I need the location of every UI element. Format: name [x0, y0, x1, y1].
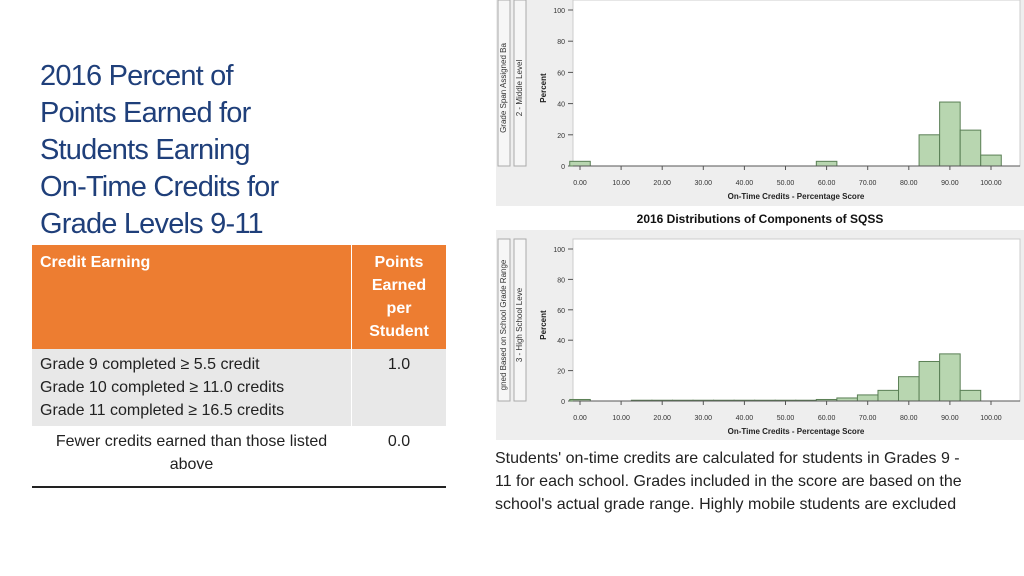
x-tick-label: 40.00: [735, 415, 754, 422]
histogram-bar: [981, 155, 1002, 166]
y-tick-label: 40: [557, 338, 565, 346]
x-tick-label: 70.00: [858, 180, 877, 187]
y-tick-label: 80: [557, 39, 565, 47]
strip-inner-label: 3 - High School Leve: [515, 287, 525, 363]
x-axis-label: On-Time Credits - Percentage Score: [727, 192, 865, 201]
criteria-line: above: [169, 456, 214, 473]
criteria-line: Grade 10 completed ≥ 11.0 credits: [40, 379, 285, 396]
table-row: [32, 426, 446, 487]
middle-level-histogram: [496, 0, 1024, 206]
credit-criteria-cell: [32, 426, 352, 487]
x-tick-label: 100.00: [980, 180, 1002, 187]
x-tick-label: 10.00: [612, 180, 630, 187]
x-tick-label: 90.00: [941, 180, 959, 187]
y-tick-label: 100: [553, 247, 565, 254]
histogram-bar: [940, 354, 961, 401]
high-school-histogram: [496, 230, 1024, 440]
histogram-bar: [878, 390, 899, 401]
header-points: [352, 245, 447, 349]
x-tick-label: 0.00: [573, 415, 587, 422]
header-points-line: Student: [369, 323, 429, 340]
x-tick-label: 20.00: [653, 415, 671, 422]
header-points-line: Earned: [371, 277, 427, 294]
high-school-histogram-panel: [496, 230, 1024, 440]
y-tick-label: 0: [561, 164, 565, 171]
criteria-line: Fewer credits earned than those listed: [55, 433, 328, 450]
y-tick-label: 60: [557, 70, 565, 78]
page-title: [40, 58, 340, 243]
histogram-bar: [899, 377, 920, 401]
criteria-line: Grade 11 completed ≥ 16.5 credits: [40, 402, 285, 419]
histogram-bar: [570, 161, 591, 166]
histogram-bar: [919, 135, 940, 166]
histogram-bar: [816, 161, 837, 166]
histogram-bar: [960, 130, 981, 166]
x-tick-label: 90.00: [941, 415, 959, 422]
histogram-bar: [940, 102, 961, 166]
y-axis-label: Percent: [539, 73, 549, 103]
title-line: 2016 Percent of: [40, 60, 233, 92]
points-cell: 0.0: [352, 426, 447, 487]
title-line: Grade Levels 9-11: [40, 208, 263, 240]
credit-criteria-cell: [32, 349, 352, 426]
middle-level-histogram-panel: [496, 0, 1024, 206]
x-tick-label: 40.00: [735, 180, 754, 187]
x-tick-label: 60.00: [817, 415, 836, 422]
strip-inner-label: 2 - Middle Level: [515, 59, 525, 117]
points-cell: 1.0: [352, 349, 447, 426]
criteria-line: Grade 9 completed ≥ 5.5 credit: [40, 356, 260, 373]
x-tick-label: 30.00: [694, 180, 713, 187]
header-points-line: Points: [374, 254, 424, 271]
strip-outer-label: Grade Span Assigned Ba: [499, 43, 509, 133]
title-line: On-Time Credits for: [40, 171, 279, 203]
x-tick-label: 50.00: [776, 180, 795, 187]
header-credit-earning: Credit Earning: [32, 245, 352, 349]
x-tick-label: 20.00: [653, 180, 671, 187]
x-tick-label: 50.00: [776, 415, 795, 422]
header-points-line: per: [386, 300, 412, 317]
y-axis-label: Percent: [539, 310, 549, 340]
y-tick-label: 0: [561, 399, 565, 406]
x-axis-label: On-Time Credits - Percentage Score: [727, 427, 865, 436]
y-tick-label: 20: [557, 368, 565, 376]
x-tick-label: 100.00: [980, 415, 1002, 422]
title-line: Students Earning: [40, 134, 250, 166]
chart-caption: Students' on-time credits are calculated for students in Grades 9 - 11 for each school. Grades included in the score are based on the school's actual grade range. Highly mobile students are excluded: [495, 450, 962, 513]
title-line: Points Earned for: [40, 97, 251, 129]
y-tick-label: 60: [557, 307, 565, 315]
x-tick-label: 10.00: [612, 415, 630, 422]
y-tick-label: 20: [557, 132, 565, 140]
strip-outer-label: gned Based on School Grade Range: [499, 259, 509, 391]
y-tick-label: 80: [557, 277, 565, 285]
histogram-bar: [960, 390, 981, 401]
x-tick-label: 30.00: [694, 415, 713, 422]
credit-points-table: [32, 245, 446, 488]
histogram-bar: [857, 395, 878, 401]
histogram-bar: [919, 361, 940, 401]
x-tick-label: 60.00: [817, 180, 836, 187]
x-tick-label: 80.00: [900, 415, 918, 422]
y-tick-label: 40: [557, 101, 565, 109]
x-tick-label: 0.00: [573, 180, 587, 187]
table-header-row: [32, 245, 446, 349]
x-tick-label: 80.00: [900, 180, 918, 187]
y-tick-label: 100: [553, 8, 565, 15]
chart-suptitle: 2016 Distributions of Components of SQSS: [636, 212, 884, 226]
x-tick-label: 70.00: [858, 415, 877, 422]
table-row: [32, 349, 446, 426]
